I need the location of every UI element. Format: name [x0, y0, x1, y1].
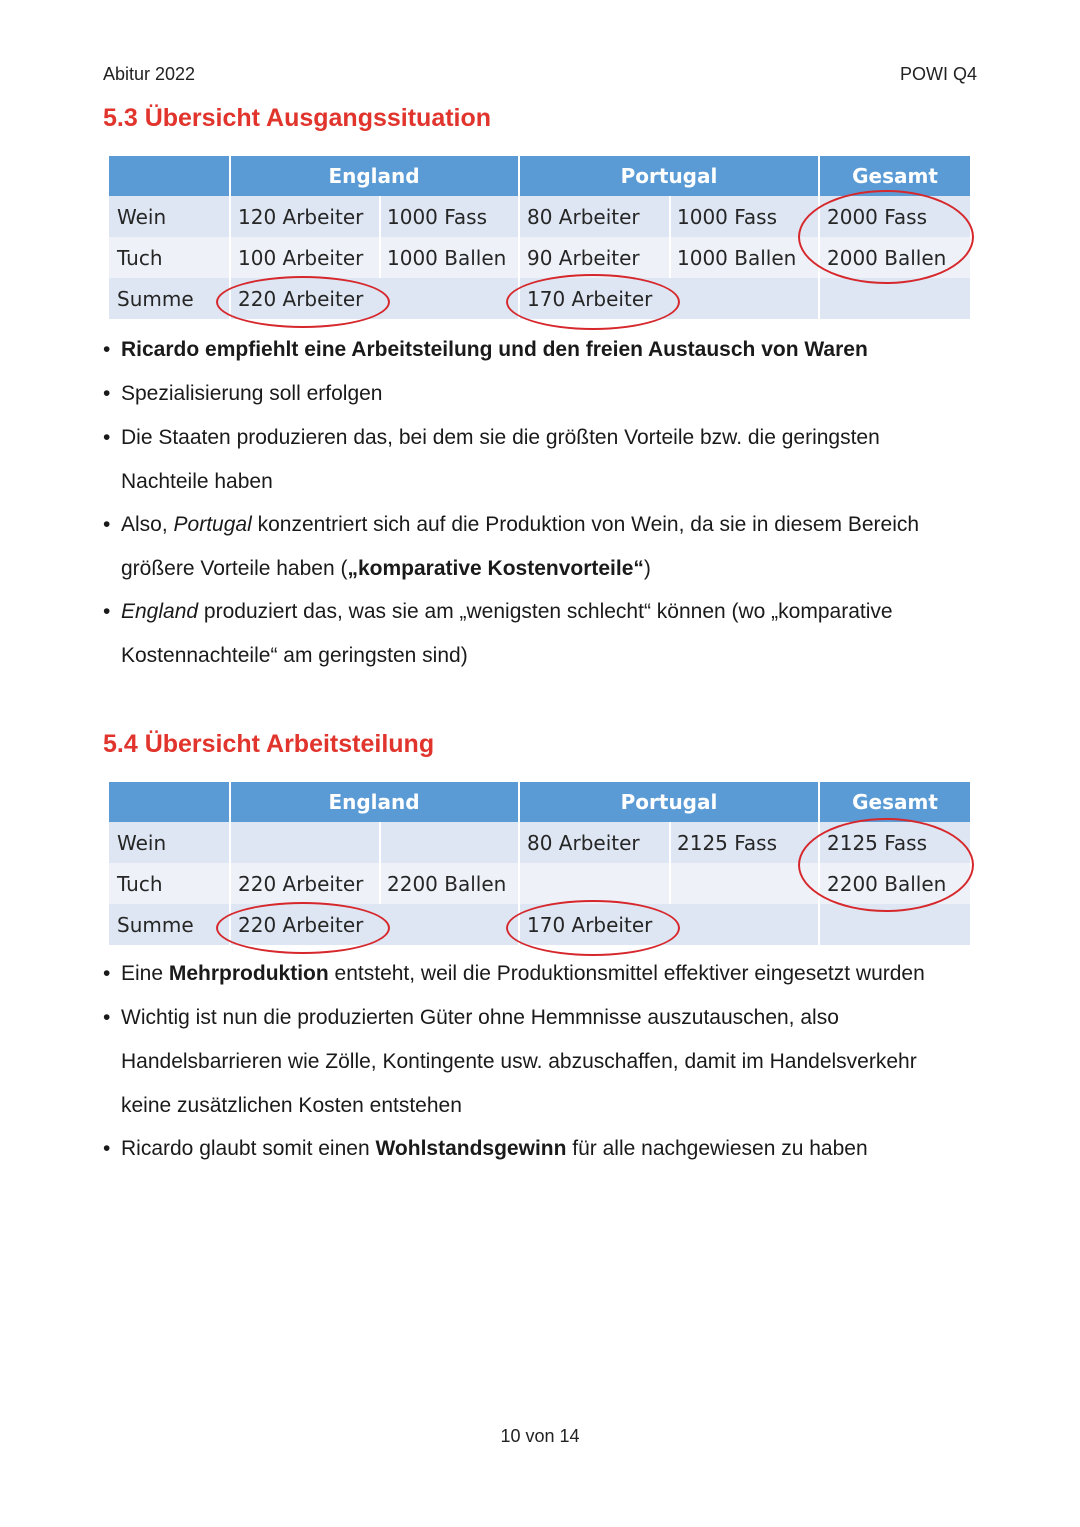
column-divider	[669, 822, 671, 904]
bullet-text: Die Staaten produzieren das, bei dem sie die größten Vorteile bzw. die geringsten Nachteile haben	[121, 426, 880, 493]
total-output: 2125 Fass	[827, 830, 928, 855]
column-divider	[669, 196, 671, 278]
bullet-item	[103, 1127, 983, 1171]
highlight-circle-england-sum	[216, 276, 390, 328]
portugal-output: 2125 Fass	[677, 830, 778, 855]
england-output: 1000 Ballen	[387, 245, 507, 270]
bullet-text: konzentriert sich auf die Produktion von Wein, da sie in diesem Bereich größere Vorteile haben (	[121, 513, 920, 580]
portugal-workers: 90 Arbeiter	[527, 245, 640, 270]
bullet-text: )	[643, 557, 651, 580]
header-portugal: Portugal	[620, 164, 718, 188]
header-england: England	[328, 790, 420, 814]
bullet-italic-text: Portugal	[173, 513, 252, 536]
bullet-icon: •	[103, 1006, 111, 1029]
row-label: Summe	[117, 286, 194, 311]
england-workers: 220 Arbeiter	[238, 871, 364, 896]
highlight-circle-total	[798, 818, 974, 912]
portugal-output: 1000 Ballen	[677, 245, 797, 270]
england-workers: 220 Arbeiter	[238, 286, 364, 311]
bullet-bold-text: „komparative Kostenvorteile“	[347, 557, 644, 580]
row-label: Tuch	[117, 871, 163, 896]
header-right: POWI Q4	[899, 64, 977, 84]
england-workers: 120 Arbeiter	[238, 204, 364, 229]
row-label: Wein	[117, 204, 167, 229]
portugal-workers: 80 Arbeiter	[527, 204, 640, 229]
total-output: 2000 Fass	[827, 204, 928, 229]
table-header-row	[109, 782, 970, 822]
row-label: Summe	[117, 912, 194, 937]
bullet-icon: •	[103, 600, 111, 623]
bullet-text: Spezialisierung soll erfolgen	[121, 382, 383, 405]
bullet-icon: •	[103, 426, 111, 449]
england-output: 1000 Fass	[387, 204, 488, 229]
bullet-item	[103, 328, 983, 372]
bullet-icon: •	[103, 382, 111, 405]
row-label: Tuch	[117, 245, 163, 270]
portugal-workers: 170 Arbeiter	[527, 912, 653, 937]
bullet-text: Eine	[121, 962, 169, 985]
bullet-bold-text: Mehrproduktion	[168, 962, 329, 985]
bullet-text: Wichtig ist nun die produzierten Güter ohne Hemmnisse auszutauschen, also Handelsbarrieren wie Zölle, Kontingente usw. abzuschaffen, damit im Handelsverkehr keine zusätzlichen Kosten entstehen	[121, 1006, 917, 1117]
row-label: Wein	[117, 830, 167, 855]
highlight-circle-portugal-sum	[506, 274, 680, 330]
bullet-bold-text: Wohlstandsgewinn	[375, 1137, 567, 1160]
england-workers: 220 Arbeiter	[238, 912, 364, 937]
england-output: 2200 Ballen	[387, 871, 507, 896]
bullet-icon: •	[103, 513, 111, 536]
total-output: 2000 Ballen	[827, 245, 947, 270]
bullet-text: entsteht, weil die Produktionsmittel effektiver eingesetzt wurden	[328, 962, 925, 985]
table-header-row	[109, 156, 970, 196]
bullet-text: Ricardo glaubt somit einen	[121, 1137, 376, 1160]
header-gesamt: Gesamt	[852, 790, 938, 814]
bullet-item	[103, 372, 983, 416]
highlight-circle-england-sum	[216, 902, 390, 954]
bullet-bold-text: Ricardo empfiehlt eine Arbeitsteilung und den freien Austausch von Waren	[121, 338, 868, 361]
column-divider	[379, 822, 381, 904]
highlight-circle-portugal-sum	[506, 900, 680, 956]
bullet-item	[103, 590, 953, 678]
bullet-item	[103, 996, 963, 1128]
bullet-text: für alle nachgewiesen zu haben	[566, 1137, 868, 1160]
bullet-icon: •	[103, 962, 111, 985]
bullet-text: produziert das, was sie am „wenigsten schlecht“ können (wo „komparative Kostennachteile“ am geringsten sind)	[121, 600, 893, 667]
bullet-item	[103, 952, 983, 996]
bullet-icon: •	[103, 338, 111, 361]
bullet-icon: •	[103, 1137, 111, 1160]
england-workers: 100 Arbeiter	[238, 245, 364, 270]
highlight-circle-total	[798, 190, 974, 284]
column-divider	[379, 196, 381, 278]
section-title-ausgangssituation: 5.3 Übersicht Ausgangssituation	[103, 104, 492, 132]
portugal-workers: 170 Arbeiter	[527, 286, 653, 311]
header-england: England	[328, 164, 420, 188]
header-gesamt: Gesamt	[852, 164, 938, 188]
header-left: Abitur 2022	[103, 64, 196, 84]
bullet-text: Also,	[121, 513, 174, 536]
portugal-output: 1000 Fass	[677, 204, 778, 229]
header-portugal: Portugal	[620, 790, 718, 814]
page-number: 10 von 14	[500, 1426, 580, 1446]
section-title-arbeitsteilung: 5.4 Übersicht Arbeitsteilung	[103, 730, 435, 758]
portugal-workers: 80 Arbeiter	[527, 830, 640, 855]
bullet-italic-text: England	[121, 600, 199, 623]
total-output: 2200 Ballen	[827, 871, 947, 896]
bullet-item	[103, 416, 943, 504]
bullet-item	[103, 503, 963, 591]
